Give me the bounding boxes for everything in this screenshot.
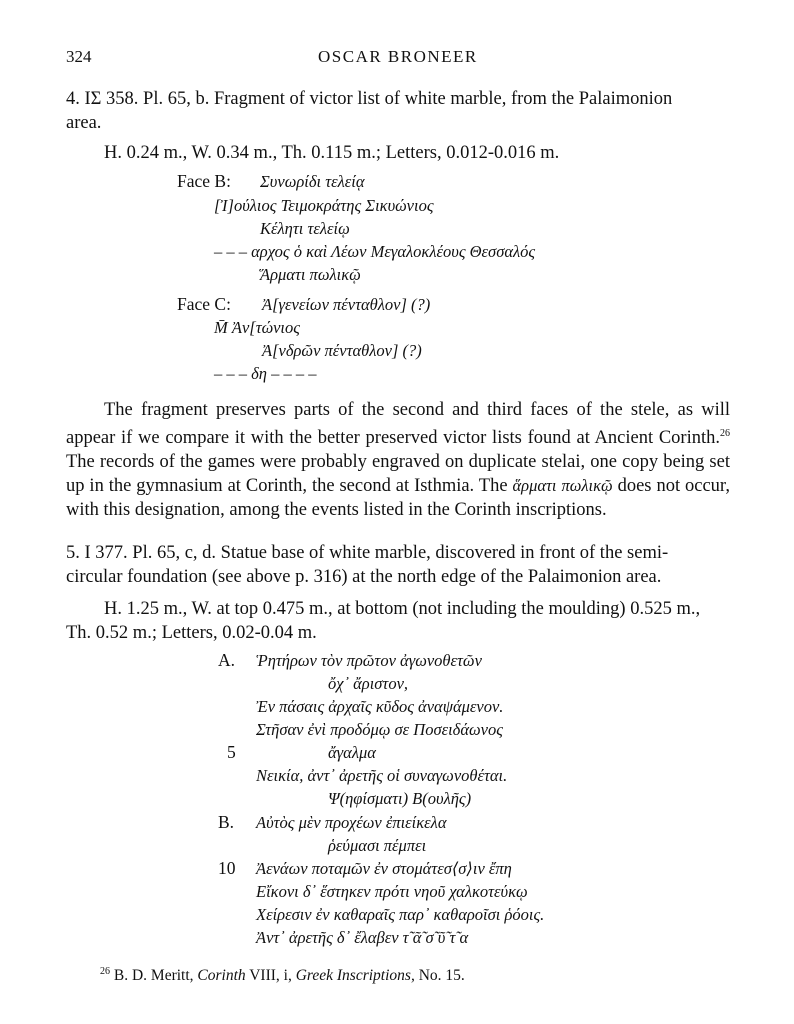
footnote-text-3: No. 15. (414, 967, 465, 985)
entry-4-dimensions: H. 0.24 m., W. 0.34 m., Th. 0.115 m.; Letters, 0.012-0.016 m. (104, 143, 560, 163)
running-head: OSCAR BRONEER (318, 47, 478, 66)
commentary-greek-2: πωλικῷ (561, 476, 613, 496)
commentary-text-2: appear if we compare it with the better preserved victor lists found at Ancient (66, 428, 654, 449)
commentary-text-4: The records of the games were probably engraved on duplicate stelai, one (66, 452, 617, 473)
face-b-line-5: Ἅρματι πωλικῷ (260, 265, 361, 284)
entry-5-heading-line-2: circular foundation (see above p. 316) at the north edge of the Palaimonion area. (66, 567, 662, 587)
entry-4-heading-line-2: area. (66, 113, 102, 133)
inscription-label-b: B. (218, 812, 235, 832)
inscription-line-10: Ἀενάων ποταμῶν ἐν στομάτεσ⟨σ⟩ιν ἔπη (256, 859, 512, 878)
face-b-label: Face B: (177, 171, 231, 191)
footnote-title-2: Greek Inscriptions, (295, 967, 415, 985)
commentary-greek-1: ἅρματι (512, 476, 557, 496)
face-b-line-1: Συνωρίδι τελείᾳ (260, 172, 365, 191)
entry-4-heading-line-1: 4. IΣ 358. Pl. 65, b. Fragment of victor list of white marble, from the Palaimonion (66, 89, 673, 109)
commentary-text-1: The fragment preserves parts of the second and third faces of the stele, as will (104, 400, 730, 420)
inscription-line-1: Ῥητήρων τὸν πρῶτον ἀγωνοθετῶν (256, 651, 482, 670)
commentary-text-7: inscriptions. (515, 500, 607, 521)
inscription-line-7: Ψ(ηφίσματι) Β(ουλῆς) (328, 789, 472, 808)
inscription-line-13: Ἀντ᾽ ἀρετῆς δ᾽ ἔλαβεν τ̃ ᾶ̃ σ̃ ῦ̃ τ̃ α (256, 928, 469, 947)
entry-5-dimensions-line-1: H. 1.25 m., W. at top 0.475 m., at bottom (not including the moulding) 0.525 m., (104, 599, 701, 619)
face-c-line-3: Ἀ[νδρῶν πένταθλον] (?) (262, 341, 422, 360)
face-b-line-2: [Ἰ]ούλιος Τειμοκράτης Σικυώνιος (214, 196, 434, 215)
inscription-line-number-10: 10 (218, 858, 236, 878)
commentary-text-6: does not occur, with this designation, among the events listed in the Corinth (66, 476, 730, 521)
inscription-line-6: Νεικία, ἀντ᾽ ἀρετῆς οἱ συναγωνοθέται. (256, 766, 508, 785)
face-c-line-2: M̄ Ἀν[τώνιος (214, 318, 300, 337)
inscription-line-5: ἄγαλμα (328, 743, 376, 762)
face-c-line-4: – – – δη – – – – (214, 364, 317, 383)
inscription-line-4: Στῆσαν ἐνὶ προδόμῳ σε Ποσειδάωνος (256, 720, 503, 739)
footnote-title-1: Corinth (197, 967, 246, 985)
commentary-text-5: copy being set up in the gymnasium at Corinth, the second at Isthmia. The (66, 452, 730, 497)
footnote-text-2: VIII, i, (245, 967, 296, 985)
entry-4-commentary (66, 398, 730, 522)
face-b-line-3: Κέλητι τελείῳ (260, 219, 350, 238)
inscription-line-number-5: 5 (227, 742, 236, 762)
inscription-line-8: Αὐτὸς μὲν προχέων ἐπιείκελα (256, 813, 447, 832)
entry-5-dimensions-line-2: Th. 0.52 m.; Letters, 0.02-0.04 m. (66, 623, 317, 643)
commentary-text-3: Corinth. (658, 428, 720, 449)
inscription-line-2: ὄχ᾽ ἄριστον, (328, 674, 409, 693)
inscription-line-12: Χείρεσιν ἐν καθαραῖς παρ᾽ καθαροῖσι ῥόοις. (256, 905, 545, 924)
face-c-label: Face C: (177, 294, 231, 314)
face-c-line-1: Ἀ[γενείων πένταθλον] (?) (262, 295, 431, 314)
footnote-ref-26: 26 (720, 428, 730, 439)
face-b-line-4: – – – αρχος ὁ καὶ Λέων Μεγαλοκλέους Θεσσαλός (214, 242, 536, 261)
inscription-line-9: ῥεύμασι πέμπει (328, 836, 427, 855)
footnote (100, 966, 465, 985)
inscription-line-3: Ἐν πάσαις ἀρχαῖς κῦδος ἀναψάμενον. (256, 697, 504, 716)
inscription-line-11: Εἴκονι δ᾽ ἕστηκεν πρότι νηοῦ χαλκοτεύκῳ (256, 882, 528, 901)
footnote-text-1: B. D. Meritt, (110, 967, 198, 985)
entry-5-heading-line-1: 5. I 377. Pl. 65, c, d. Statue base of white marble, discovered in front of the semi- (66, 543, 669, 563)
footnote-mark: 26 (100, 966, 110, 977)
inscription-label-a: A. (218, 650, 236, 670)
page-number: 324 (66, 47, 92, 66)
